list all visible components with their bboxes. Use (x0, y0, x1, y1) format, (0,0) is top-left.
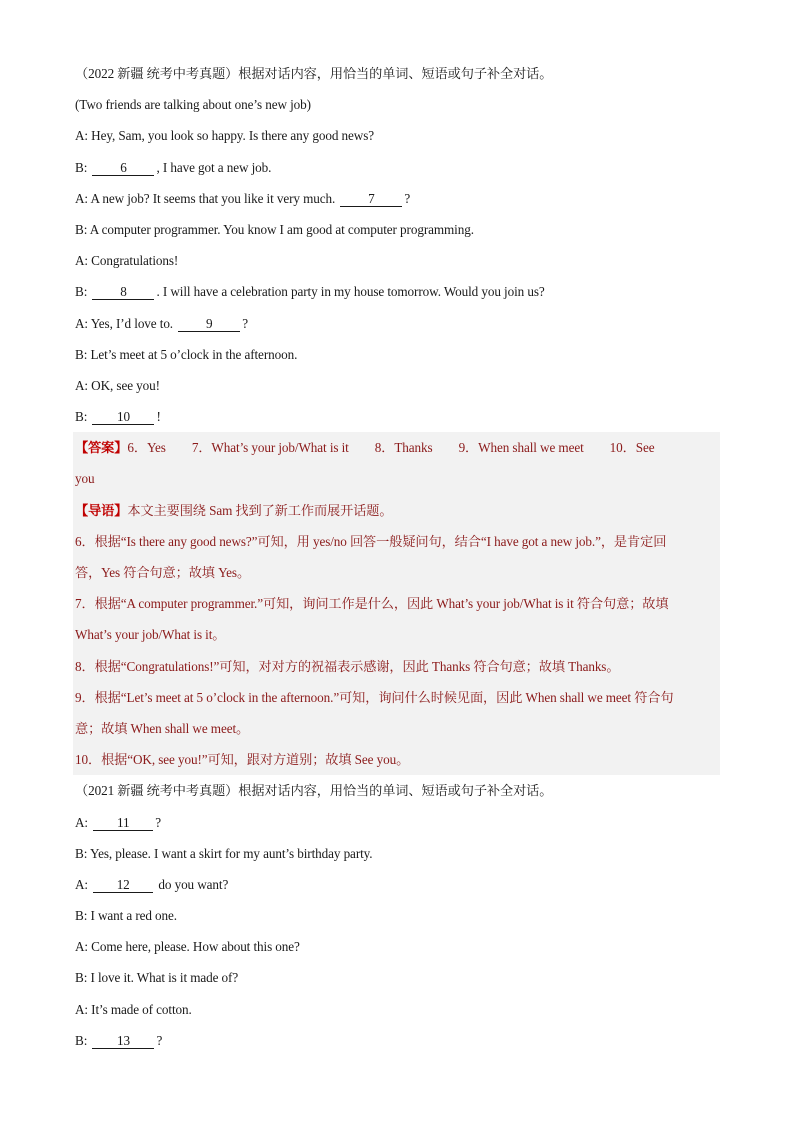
line-text: ? (155, 814, 161, 830)
speaker-text: B: (75, 1032, 91, 1048)
dialogue-line: B: I want a red one. (75, 908, 177, 924)
dialogue-line (75, 308, 720, 339)
line-text: ? (404, 190, 411, 206)
answer-9: 9．When shall we meet (458, 440, 584, 456)
dialogue-line: A: Come here, please. How about this one? (75, 939, 300, 955)
explanation-6-cont: 答，Yes 符合句意；故填 Yes。 (75, 565, 251, 580)
question-header: （2022 新疆 统考中考真题）根据对话内容，用恰当的单词、短语或句子补全对话。 (75, 66, 553, 81)
blank-13: 13 (92, 1034, 154, 1049)
explanation-6: 6．根据“Is there any good news?”可知，用 yes/no 回答一般疑问句，结合“I have got a new job.”，是肯定回 (75, 533, 667, 549)
blank-9: 9 (178, 317, 240, 332)
dialogue-line (75, 807, 720, 838)
line-text: ! (156, 409, 161, 425)
dialogue-line: B: I love it. What is it made of? (75, 970, 239, 986)
question-header: （2021 新疆 统考中考真题）根据对话内容，用恰当的单词、短语或句子补全对话。 (75, 783, 553, 799)
blank-10: 10 (92, 410, 154, 425)
dialogue-line (75, 183, 720, 214)
blank-7: 7 (340, 192, 402, 207)
blank-8: 8 (92, 285, 154, 300)
dialogue-line: B: Yes, please. I want a skirt for my aunt’s birthday party. (75, 845, 373, 861)
guide-tag: 【导语】 (75, 502, 128, 518)
line-text: , I have got a new job. (156, 159, 272, 175)
dialogue-line: A: OK, see you! (75, 377, 160, 393)
dialogue-line (75, 869, 720, 900)
blank-6: 6 (92, 161, 154, 176)
answer-key-line (75, 432, 720, 463)
answer-8: 8．Thanks (374, 440, 433, 456)
speaker-text: A: (75, 876, 92, 892)
answer-7: 7．What’s your job/What is it (191, 440, 349, 456)
guide-line (75, 495, 720, 526)
dialogue-line: B: Let’s meet at 5 o’clock in the afternoon. (75, 346, 298, 362)
dialogue-line (75, 152, 720, 183)
line-text: A: Yes, I’d love to. (75, 315, 177, 331)
blank-12: 12 (93, 878, 153, 893)
dialogue-line (75, 276, 720, 307)
speaker-text: B: (75, 159, 91, 175)
dialogue-line: B: A computer programmer. You know I am good at computer programming. (75, 221, 474, 237)
speaker-text: A: (75, 814, 92, 830)
dialogue-context: (Two friends are talking about one’s new job) (75, 97, 311, 113)
answer-key-line: you (75, 471, 95, 487)
dialogue-line: A: Congratulations! (75, 253, 179, 269)
speaker-text: B: (75, 284, 91, 300)
explanation-7: 7．根据“A computer programmer.”可知，询问工作是什么，因此 What’s your job/What is it 符合句意；故填 (75, 596, 669, 612)
line-text: do you want? (155, 876, 229, 892)
explanation-9-cont: 意；故填 When shall we meet。 (75, 720, 250, 736)
line-text: ? (156, 1032, 163, 1048)
answer-10: 10．See (609, 440, 655, 456)
line-text: A: A new job? It seems that you like it very much. (75, 190, 339, 206)
line-text: ? (242, 315, 248, 331)
explanation-8: 8．根据“Congratulations!”可知，对对方的祝福表示感谢，因此 Thanks 符合句意；故填 Thanks。 (75, 658, 620, 674)
answer-tag: 【答案】 (75, 440, 128, 456)
explanation-9: 9．根据“Let’s meet at 5 o’clock in the afternoon.”可知，询问什么时候见面，因此 When shall we meet 符合句 (75, 689, 674, 705)
dialogue-line (75, 401, 720, 432)
blank-11: 11 (93, 816, 153, 831)
guide-text: 本文主要围绕 Sam 找到了新工作而展开话题。 (127, 502, 393, 518)
answer-6: 6．Yes (127, 440, 166, 456)
dialogue-line: A: It’s made of cotton. (75, 1001, 192, 1017)
explanation-10: 10．根据“OK, see you!”可知，跟对方道别；故填 See you。 (75, 752, 410, 768)
speaker-text: B: (75, 409, 91, 425)
dialogue-line: A: Hey, Sam, you look so happy. Is there any good news? (75, 128, 374, 144)
answer-section (73, 432, 720, 775)
explanation-7-cont: What’s your job/What is it。 (75, 627, 226, 643)
document-page (75, 58, 720, 1056)
line-text: . I will have a celebration party in my house tomorrow. Would you join us? (156, 284, 545, 300)
dialogue-line (75, 1025, 720, 1056)
